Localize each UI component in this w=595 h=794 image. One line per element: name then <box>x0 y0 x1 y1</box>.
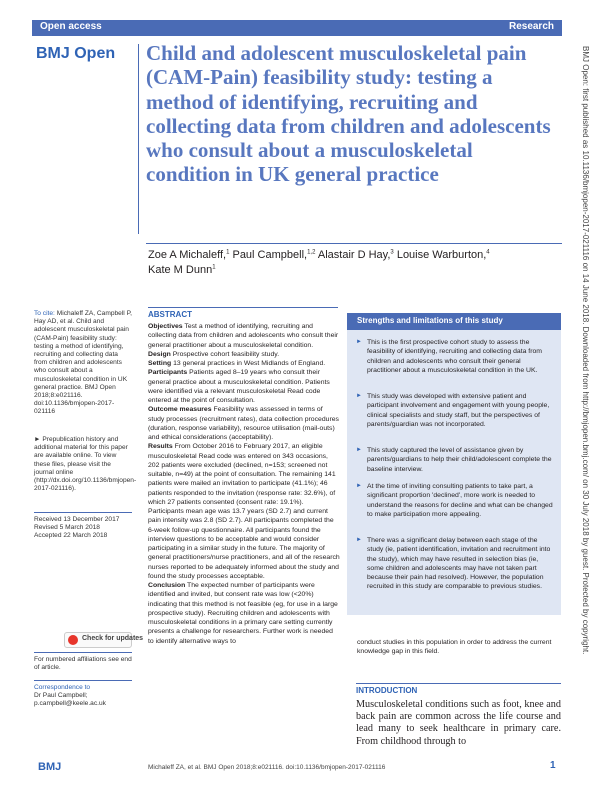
correspondence-block <box>34 684 132 709</box>
results-label: Results <box>148 443 173 451</box>
check-updates-label: Check for updates <box>82 635 144 642</box>
vertical-download-note <box>580 46 590 772</box>
author-affiliation: 1 <box>226 249 230 256</box>
strengths-box-header <box>347 313 561 330</box>
sidebar-divider <box>34 680 132 681</box>
setting-text: 13 general practices in West Midlands of England. <box>173 360 326 367</box>
conclusion-label: Conclusion <box>148 582 186 589</box>
revised-date: Revised 5 March 2018 <box>34 524 100 532</box>
strengths-heading: Strengths and limitations of this study <box>357 316 503 325</box>
title-divider <box>138 44 139 234</box>
affiliations-note: For numbered affiliations see end of article. <box>34 656 132 672</box>
results-text: From October 2016 to February 2017, an eligible musculoskeletal Read code was entered on 343 occasions, 202 patients were excluded (declined, n=153; screened not suitable, n=49) at the point of consultation. The remaining 141 patients were mailed an invitation to participate (41.1%); 46 patients responded to the invitation (response rate: 32.6%), of which 27 patients consented (consent rate: 19.1%). Participants mean age was 13.7 years (SD 2.7) and current pain intensity was 2.8 (SD 2.7). All participants completed the 6-week follow-up questionnaire. All participants found the interview questions to be acceptable and would consider participating in a similar study in the future. The majority of general practitioners/nurse practitioners, and all of the research nurses reported to be adequately informed about the study and found the study processes acceptable. <box>148 443 340 580</box>
footer-logo: BMJ <box>38 761 62 773</box>
journal-logo: BMJ Open <box>36 45 116 62</box>
objectives-text: Test a method of identifying, recruiting and collecting data from children and adolescents who consult their general practitioner about a musculoskeletal condition. <box>148 323 339 349</box>
abstract-body <box>148 322 340 646</box>
author-name: Alastair D Hay, <box>315 249 391 261</box>
author-name: Kate M Dunn <box>148 264 213 276</box>
author-list <box>148 248 558 278</box>
strength-item <box>356 392 555 429</box>
abstract-divider <box>148 307 338 308</box>
citation-block <box>34 310 132 417</box>
received-date: Received 13 December 2017 <box>34 516 120 523</box>
strength-item-text: This is the first prospective cohort study to assess the feasibility of identifying, recruiting and collecting data from children and adolescents who consult their general practitioner about a musculoskeletal condition in the UK. <box>367 339 542 374</box>
dates-block <box>34 516 132 541</box>
author-affiliation: 4 <box>486 249 490 256</box>
outcome-text: Feasibility was assessed in terms of study processes (recruitment rates), data collection procedures (duration, response variability), resource utilisation (mail-outs) and ethical considerations (acceptability). <box>148 406 339 441</box>
sidebar-divider <box>34 512 132 513</box>
author-name: Louise Warburton, <box>393 249 487 261</box>
cite-label: To cite: <box>34 310 55 317</box>
check-for-updates-button[interactable] <box>64 632 144 648</box>
author-affiliation: 1,2 <box>307 249 316 256</box>
introduction-text: Musculoskeletal conditions such as foot, knee and back pain are common across the life course and lead many to seek healthcare in primary care. From childhood through to <box>356 699 561 747</box>
prepub-note: ► Prepublication history and additional material for this paper are available online. To view these files, please visit the journal online (http://dx.doi.org/10.1136/bmjopen-2017-021116). <box>34 436 137 493</box>
cite-text: Michaleff ZA, Campbell P, Hay AD, et al. Child and adolescent musculoskeletal pain (CAM-Pain) feasibility study: testing a method of identifying, recruiting and collecting data from children and adolescents who consult about a musculoskeletal condition in UK general practice. BMJ Open 2018;8:e021116. doi:10.1136/bmjopen-2017-021116 <box>34 310 132 416</box>
strength-item <box>356 446 555 474</box>
page-number: 1 <box>550 760 556 771</box>
section-label: Research <box>508 21 554 32</box>
update-badge-icon <box>68 635 78 645</box>
strength-item-text: There was a significant delay between each stage of the study (ie, patient identification, invitation and recruitment into the study), which may have resulted in selection bias (ie, some children and adolescents may have not taken part because their pain had resolved). However, the population recruited in this study are comparable to previous studies. <box>367 537 551 591</box>
correspondence-email[interactable]: p.campbell@keele.ac.uk <box>34 700 106 708</box>
participants-text: Patients aged 8–19 years who consult their general practice about a musculoskeletal condition. Patients were identified via a relevant musculoskeletal Read code entered at the point of consultation. <box>148 369 330 404</box>
introduction-heading: INTRODUCTION <box>356 686 418 695</box>
abstract-heading: ABSTRACT <box>148 310 192 319</box>
author-affiliation: 3 <box>390 249 394 256</box>
arrow-bullet-icon: ► <box>356 393 362 399</box>
article-title: Child and adolescent musculoskeletal pain (CAM-Pain) feasibility study: testing a method of identifying, recruiting and collecting data from children and adolescents who consult about a musculoskeletal condition in UK general practice <box>146 41 551 187</box>
arrow-bullet-icon: ► <box>356 537 362 543</box>
author-affiliation: 1 <box>212 264 216 271</box>
open-access-label: Open access <box>40 21 102 32</box>
header-bar <box>32 20 562 36</box>
accepted-date: Accepted 22 March 2018 <box>34 532 108 540</box>
arrow-bullet-icon: ► <box>356 447 362 453</box>
setting-label: Setting <box>148 360 172 367</box>
footer-citation: Michaleff ZA, et al. BMJ Open 2018;8:e021116. doi:10.1136/bmjopen-2017-021116 <box>148 764 386 771</box>
correspondence-label: Correspondence to <box>34 684 91 691</box>
strength-item-text: This study captured the level of assistance given by parents/guardians to help their child/adolescent complete the baseline interview. <box>367 447 552 473</box>
arrow-bullet-icon: ► <box>356 483 362 489</box>
design-label: Design <box>148 350 171 358</box>
authors-divider <box>146 243 562 244</box>
strength-item <box>356 338 555 375</box>
participants-label: Participants <box>148 369 188 377</box>
design-text: Prospective cohort feasibility study. <box>172 350 280 358</box>
correspondence-name: Dr Paul Campbell; <box>34 692 88 700</box>
outcome-label: Outcome measures <box>148 406 212 414</box>
abstract-continued: conduct studies in this population in order to address the current knowledge gap in this field. <box>357 639 552 656</box>
sidebar-divider <box>34 652 132 653</box>
strength-item <box>356 536 555 592</box>
objectives-label: Objectives <box>148 323 183 330</box>
author-name: Zoe A Michaleff, <box>148 249 227 261</box>
introduction-divider <box>356 683 561 684</box>
strength-item-text: This study was developed with extensive patient and participant involvement and engagement with young people, clinical specialists and study staff, but the perspectives of parents/guardian was not incorporated. <box>367 393 550 428</box>
author-name: Paul Campbell, <box>229 249 308 261</box>
strength-item <box>356 482 555 519</box>
vertical-note-text: BMJ Open: first published as 10.1136/bmjopen-2017-021116 on 14 June 2018. Downloaded from http://bmjopen.bmj.com/ on 30 July 2018 by guest. Protected by copyright. <box>581 46 590 655</box>
arrow-bullet-icon: ► <box>356 339 362 345</box>
conclusion-text: The expected number of participants were identified and invited, but consent rate was low (<20%) indicating that this method is not feasible (eg, for use in a large prospective study). Recruiting children and adolescents with musculoskeletal conditions in a primary care setting currently presents a challenge for researchers. Further work is needed to identify alternative ways to <box>148 582 338 645</box>
strength-item-text: At the time of inviting consulting patients to take part, a significant proportion 'declined', more work is needed to understand the reasons for decline and what can be changed to make participation more appealing. <box>367 483 553 518</box>
